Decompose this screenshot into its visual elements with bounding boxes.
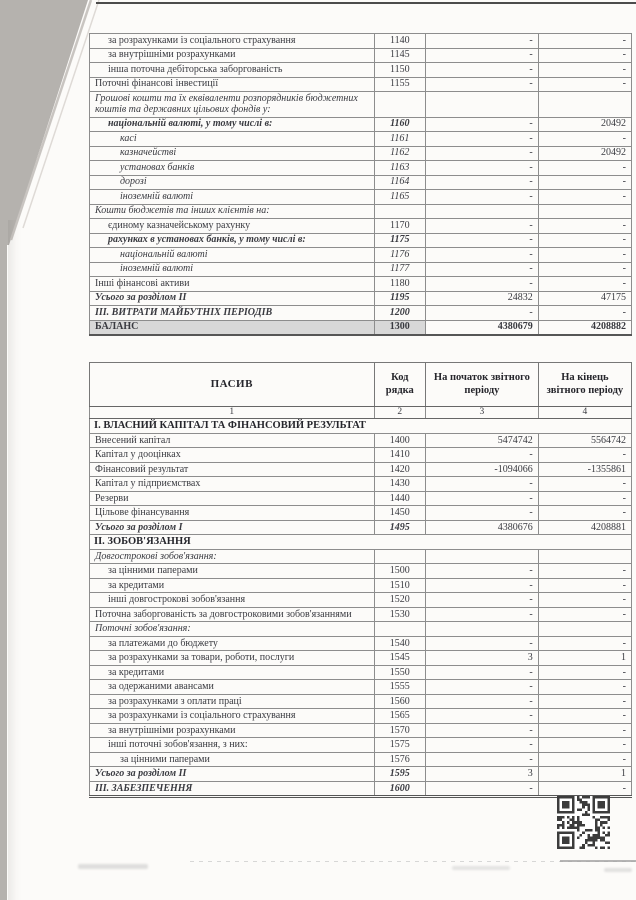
value-end: -	[538, 175, 631, 190]
value-begin: -	[426, 117, 539, 132]
column-header-pasyv: ПАСИВ	[90, 363, 375, 407]
row-code: 1520	[374, 593, 425, 608]
value-end: -	[538, 564, 631, 579]
value-end: 5564742	[538, 433, 631, 448]
value-begin: -	[426, 578, 539, 593]
row-label: за кредитами	[90, 578, 375, 593]
row-code: 1595	[374, 767, 425, 782]
row-code: 1140	[374, 34, 425, 49]
row-code: 1161	[374, 132, 425, 147]
table-row	[90, 48, 632, 63]
table-row	[90, 77, 632, 92]
row-code: 1155	[374, 77, 425, 92]
value-end: -	[538, 233, 631, 248]
table-row	[90, 506, 632, 521]
value-begin: 4380679	[426, 320, 539, 335]
table-row	[90, 491, 632, 506]
row-label: за розрахунками із соціального страхування	[90, 709, 375, 724]
value-end: 4208881	[538, 520, 631, 535]
row-label: Капітал у підприємствах	[90, 477, 375, 492]
table-row	[90, 781, 632, 797]
value-begin: -	[426, 593, 539, 608]
table-row	[90, 723, 632, 738]
table-row	[90, 92, 632, 118]
value-end: -	[538, 48, 631, 63]
row-code: 1540	[374, 636, 425, 651]
row-label: ІІІ. ВИТРАТИ МАЙБУТНІХ ПЕРІОДІВ	[90, 306, 375, 321]
table-row	[90, 680, 632, 695]
column-number: 4	[538, 407, 631, 419]
value-end: -	[538, 306, 631, 321]
value-begin: 4380676	[426, 520, 539, 535]
row-label: касі	[90, 132, 375, 147]
table-row	[90, 262, 632, 277]
table-row	[90, 34, 632, 49]
value-end: -	[538, 219, 631, 234]
value-begin: 3	[426, 651, 539, 666]
table-header-row	[90, 363, 632, 407]
row-label: за одержаними авансами	[90, 680, 375, 695]
scan-edge-line	[96, 2, 636, 4]
row-label: Капітал у дооцінках	[90, 448, 375, 463]
section-header-row	[90, 535, 632, 550]
value-end: -	[538, 694, 631, 709]
value-begin: -	[426, 63, 539, 78]
table-row	[90, 63, 632, 78]
value-end: -	[538, 262, 631, 277]
table-row	[90, 291, 632, 306]
scan-crease	[8, 220, 22, 900]
value-begin: -	[426, 77, 539, 92]
table-row	[90, 477, 632, 492]
column-header-code: Код рядка	[374, 363, 425, 407]
row-code: 1176	[374, 248, 425, 263]
section-header-row	[90, 419, 632, 434]
row-code: 1400	[374, 433, 425, 448]
row-label: іноземній валюті	[90, 262, 375, 277]
row-code: 1440	[374, 491, 425, 506]
value-begin: -	[426, 636, 539, 651]
row-code: 1560	[374, 694, 425, 709]
value-begin: -	[426, 233, 539, 248]
value-end: -	[538, 723, 631, 738]
row-code: 1550	[374, 665, 425, 680]
row-code: 1300	[374, 320, 425, 335]
row-code: 1163	[374, 161, 425, 176]
row-code	[374, 204, 425, 219]
value-begin: -	[426, 146, 539, 161]
value-begin: -	[426, 680, 539, 695]
value-end: -	[538, 593, 631, 608]
row-code: 1495	[374, 520, 425, 535]
table-row	[90, 593, 632, 608]
value-end: -	[538, 738, 631, 753]
table-row	[90, 752, 632, 767]
value-begin: -1094066	[426, 462, 539, 477]
table-row	[90, 248, 632, 263]
value-begin: -	[426, 607, 539, 622]
value-end: -	[538, 781, 631, 797]
value-end: -	[538, 277, 631, 292]
value-end: -1355861	[538, 462, 631, 477]
row-label: Усього за розділом ІІ	[90, 767, 375, 782]
value-begin: -	[426, 738, 539, 753]
row-code: 1165	[374, 190, 425, 205]
value-begin: -	[426, 781, 539, 797]
value-begin: -	[426, 709, 539, 724]
value-begin: -	[426, 132, 539, 147]
column-header-begin: На початок звітного періоду	[426, 363, 539, 407]
value-begin	[426, 622, 539, 637]
row-code	[374, 549, 425, 564]
value-begin: -	[426, 219, 539, 234]
row-code: 1570	[374, 723, 425, 738]
table-row	[90, 146, 632, 161]
value-begin: -	[426, 694, 539, 709]
table-row	[90, 694, 632, 709]
value-end: -	[538, 491, 631, 506]
value-begin: -	[426, 161, 539, 176]
row-label: БАЛАНС	[90, 320, 375, 335]
row-label: за цінними паперами	[90, 564, 375, 579]
column-numbering-row	[90, 407, 632, 419]
row-code: 1576	[374, 752, 425, 767]
row-code	[374, 622, 425, 637]
value-begin: -	[426, 564, 539, 579]
row-label: Резерви	[90, 491, 375, 506]
row-code: 1195	[374, 291, 425, 306]
table-row	[90, 651, 632, 666]
value-begin: -	[426, 48, 539, 63]
table-row	[90, 132, 632, 147]
column-number: 3	[426, 407, 539, 419]
value-begin: -	[426, 752, 539, 767]
column-number: 2	[374, 407, 425, 419]
row-label: іноземній валюті	[90, 190, 375, 205]
row-code: 1200	[374, 306, 425, 321]
value-end: -	[538, 607, 631, 622]
aktiv-continuation-table	[89, 33, 632, 336]
value-end: -	[538, 578, 631, 593]
row-code: 1150	[374, 63, 425, 78]
table-row	[90, 433, 632, 448]
value-begin: 24832	[426, 291, 539, 306]
table-row	[90, 277, 632, 292]
value-begin: -	[426, 190, 539, 205]
faint-footer-text	[452, 866, 510, 870]
value-begin: -	[426, 477, 539, 492]
table-row	[90, 636, 632, 651]
table-row	[90, 462, 632, 477]
row-code: 1164	[374, 175, 425, 190]
row-code: 1162	[374, 146, 425, 161]
value-begin	[426, 549, 539, 564]
row-code: 1420	[374, 462, 425, 477]
row-label: за цінними паперами	[90, 752, 375, 767]
row-code: 1160	[374, 117, 425, 132]
row-code: 1510	[374, 578, 425, 593]
row-code: 1600	[374, 781, 425, 797]
row-label: Грошові кошти та їх еквіваленти розпорядників бюджетних коштів та державних цільових фондів у:	[90, 92, 375, 118]
value-end	[538, 92, 631, 118]
table-row	[90, 665, 632, 680]
faint-footer-text	[604, 868, 632, 872]
row-code: 1450	[374, 506, 425, 521]
value-end: -	[538, 477, 631, 492]
value-end: 4208882	[538, 320, 631, 335]
row-label: казначействі	[90, 146, 375, 161]
pasyv-table	[89, 362, 632, 798]
table-row	[90, 549, 632, 564]
row-code	[374, 92, 425, 118]
row-label: за внутрішніми розрахунками	[90, 48, 375, 63]
value-begin: -	[426, 491, 539, 506]
value-end	[538, 622, 631, 637]
row-label: за внутрішніми розрахунками	[90, 723, 375, 738]
row-label: Поточна заборгованість за довгостроковими зобов'язаннями	[90, 607, 375, 622]
section-title: ІІ. ЗОБОВ'ЯЗАННЯ	[90, 535, 632, 550]
row-label: рахунках в установах банків, у тому числі в:	[90, 233, 375, 248]
table-row	[90, 204, 632, 219]
table-row	[90, 520, 632, 535]
value-begin: 3	[426, 767, 539, 782]
value-end: -	[538, 636, 631, 651]
value-end: 1	[538, 651, 631, 666]
value-end: 20492	[538, 146, 631, 161]
table-row	[90, 117, 632, 132]
table-row	[90, 564, 632, 579]
table-row	[90, 448, 632, 463]
value-end: -	[538, 752, 631, 767]
value-begin: -	[426, 248, 539, 263]
row-label: Поточні фінансові інвестиції	[90, 77, 375, 92]
table-row	[90, 709, 632, 724]
value-begin	[426, 204, 539, 219]
row-label: інші поточні зобов'язання, з них:	[90, 738, 375, 753]
value-begin: -	[426, 34, 539, 49]
table-row	[90, 161, 632, 176]
row-code: 1575	[374, 738, 425, 753]
qr-code	[557, 796, 610, 849]
row-label: Внесений капітал	[90, 433, 375, 448]
scan-artifact-line	[560, 860, 636, 862]
value-begin: -	[426, 665, 539, 680]
value-begin: -	[426, 448, 539, 463]
table-row	[90, 578, 632, 593]
value-end: -	[538, 34, 631, 49]
value-end: -	[538, 161, 631, 176]
value-begin: 5474742	[426, 433, 539, 448]
row-label: за розрахунками за товари, роботи, послуги	[90, 651, 375, 666]
value-end	[538, 549, 631, 564]
row-code: 1170	[374, 219, 425, 234]
table-row	[90, 175, 632, 190]
row-code: 1555	[374, 680, 425, 695]
row-label: Усього за розділом ІІ	[90, 291, 375, 306]
value-end: -	[538, 709, 631, 724]
value-begin: -	[426, 723, 539, 738]
row-label: інша поточна дебіторська заборгованість	[90, 63, 375, 78]
row-label: за платежами до бюджету	[90, 636, 375, 651]
value-begin: -	[426, 175, 539, 190]
value-end: 47175	[538, 291, 631, 306]
faint-footer-text	[78, 864, 148, 869]
row-label: за розрахунками із соціального страхування	[90, 34, 375, 49]
row-label: дорозі	[90, 175, 375, 190]
value-end: -	[538, 248, 631, 263]
value-end	[538, 204, 631, 219]
value-begin: -	[426, 306, 539, 321]
row-label: Довгострокові зобов'язання:	[90, 549, 375, 564]
value-end: -	[538, 63, 631, 78]
table-row	[90, 320, 632, 335]
table-row	[90, 738, 632, 753]
section-title: І. ВЛАСНИЙ КАПІТАЛ ТА ФІНАНСОВИЙ РЕЗУЛЬТАТ	[90, 419, 632, 434]
table-row	[90, 219, 632, 234]
row-label: за розрахунками з оплати праці	[90, 694, 375, 709]
row-code: 1430	[374, 477, 425, 492]
row-label: національній валюті, у тому числі в:	[90, 117, 375, 132]
row-label: Поточні зобов'язання:	[90, 622, 375, 637]
column-header-end: На кінець звітного періоду	[538, 363, 631, 407]
value-begin: -	[426, 506, 539, 521]
value-end: -	[538, 132, 631, 147]
row-label: за кредитами	[90, 665, 375, 680]
column-number: 1	[90, 407, 375, 419]
table-row	[90, 306, 632, 321]
row-code: 1177	[374, 262, 425, 277]
row-code: 1530	[374, 607, 425, 622]
table-row	[90, 233, 632, 248]
row-label: єдиному казначейському рахунку	[90, 219, 375, 234]
row-label: Кошти бюджетів та інших клієнтів на:	[90, 204, 375, 219]
row-label: національній валюті	[90, 248, 375, 263]
row-code: 1175	[374, 233, 425, 248]
value-begin: -	[426, 277, 539, 292]
value-end: -	[538, 77, 631, 92]
value-begin	[426, 92, 539, 118]
value-end: -	[538, 680, 631, 695]
table-row	[90, 190, 632, 205]
row-code: 1545	[374, 651, 425, 666]
value-end: 20492	[538, 117, 631, 132]
row-code: 1565	[374, 709, 425, 724]
table-row	[90, 767, 632, 782]
row-label: установах банків	[90, 161, 375, 176]
table-row	[90, 622, 632, 637]
value-begin: -	[426, 262, 539, 277]
row-code: 1145	[374, 48, 425, 63]
row-code: 1500	[374, 564, 425, 579]
row-label: інші довгострокові зобов'язання	[90, 593, 375, 608]
table-row	[90, 607, 632, 622]
value-end: -	[538, 448, 631, 463]
value-end: -	[538, 190, 631, 205]
row-label: ІІІ. ЗАБЕЗПЕЧЕННЯ	[90, 781, 375, 797]
row-label: Цільове фінансування	[90, 506, 375, 521]
row-label: Фінансовий результат	[90, 462, 375, 477]
row-label: Усього за розділом І	[90, 520, 375, 535]
row-label: Інші фінансові активи	[90, 277, 375, 292]
row-code: 1180	[374, 277, 425, 292]
value-end: -	[538, 506, 631, 521]
row-code: 1410	[374, 448, 425, 463]
value-end: 1	[538, 767, 631, 782]
value-end: -	[538, 665, 631, 680]
